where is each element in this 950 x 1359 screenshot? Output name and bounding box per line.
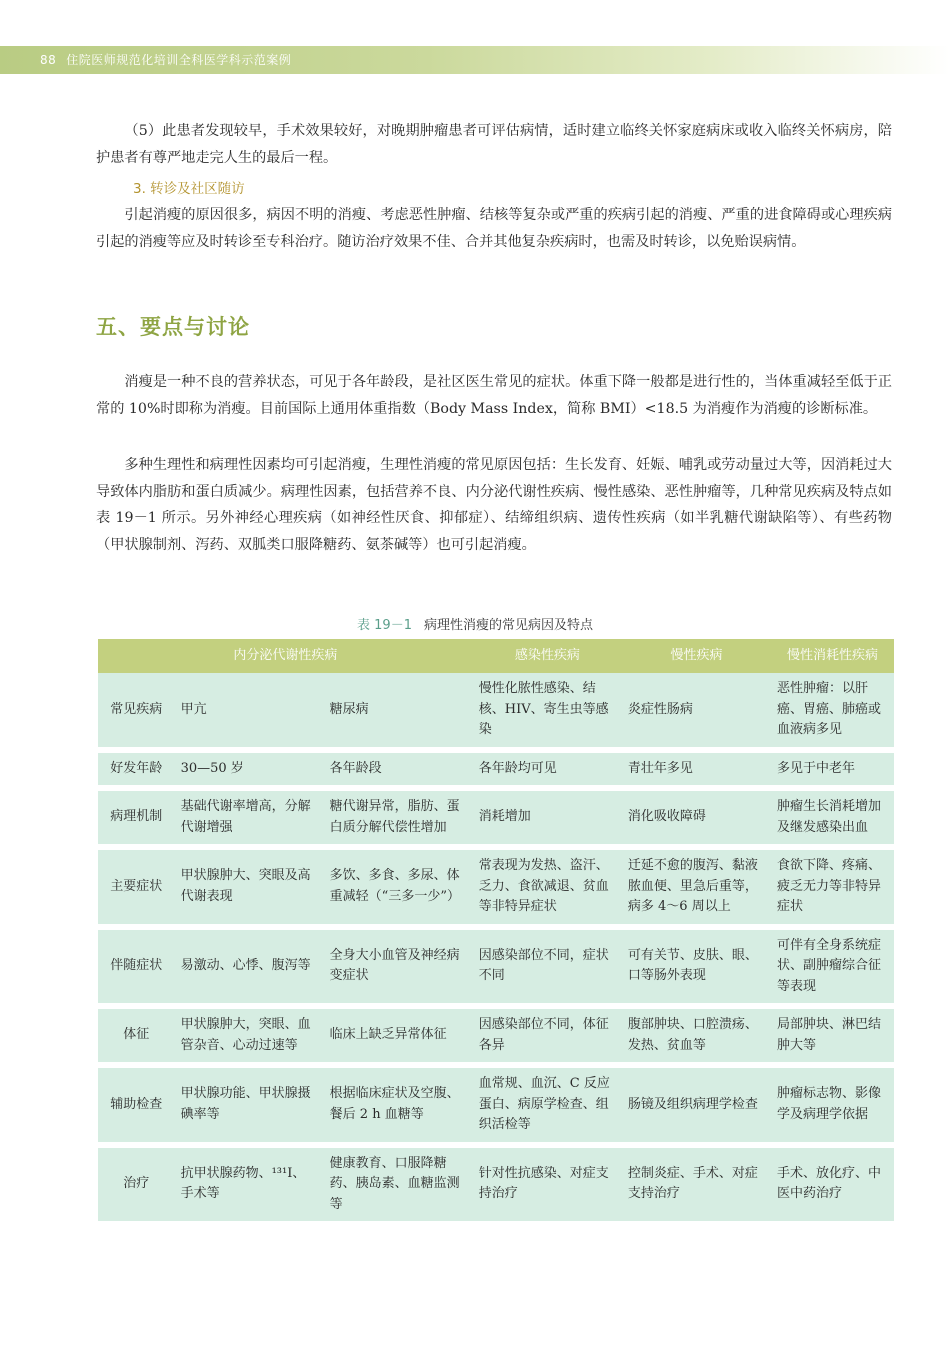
page-number: 88 [40, 53, 57, 67]
table-cell: 青壮年多见 [622, 753, 771, 792]
table-row [98, 791, 894, 850]
table-cell: 肿瘤标志物、影像学及病理学依据 [771, 1068, 894, 1148]
row-label: 伴随症状 [98, 930, 175, 1010]
table-row [98, 1009, 894, 1068]
row-label: 病理机制 [98, 791, 175, 850]
header-wasting: 慢性消耗性疾病 [771, 639, 894, 673]
table-cell: 消化吸收障碍 [622, 791, 771, 850]
table-cell: 食欲下降、疼痛、疲乏无力等非特异症状 [771, 850, 894, 930]
row-label: 辅助检查 [98, 1068, 175, 1148]
paragraph-item-5: （5）此患者发现较早，手术效果较好，对晚期肿瘤患者可评估病情，适时建立临终关怀家庭病床或收入临终关怀病房，陪护患者有尊严地走完人生的最后一程。 [96, 123, 892, 166]
table-cell: 局部肿块、淋巴结肿大等 [771, 1009, 894, 1068]
table-row [98, 1068, 894, 1148]
table-cell: 多见于中老年 [771, 753, 894, 792]
table-cell: 消耗增加 [473, 791, 622, 850]
header-endocrine: 内分泌代谢性疾病 [98, 639, 473, 673]
table-row [98, 1148, 894, 1228]
table-cell: 临床上缺乏异常体征 [324, 1009, 473, 1068]
paragraph-referral: 引起消瘦的原因很多，病因不明的消瘦、考虑恶性肿瘤、结核等复杂或严重的疾病引起的消瘦、严重的进食障碍或心理疾病引起的消瘦等应及时转诊至专科治疗。随访治疗效果不佳、合并其他复杂疾病时，也需及时转诊，以免贻误病情。 [96, 207, 892, 250]
table-cell: 甲状腺功能、甲状腺摄碘率等 [175, 1068, 324, 1148]
table-cell: 甲状腺肿大，突眼、血管杂音、心动过速等 [175, 1009, 324, 1068]
table-cell: 肿瘤生长消耗增加及继发感染出血 [771, 791, 894, 850]
table-cell: 肠镜及组织病理学检查 [622, 1068, 771, 1148]
table-cell: 恶性肿瘤：以肝癌、胃癌、肺癌或血液病多见 [771, 673, 894, 753]
table-cell: 易激动、心悸、腹泻等 [175, 930, 324, 1010]
table-cell: 全身大小血管及神经病变症状 [324, 930, 473, 1010]
subheading-referral: 3. 转诊及社区随访 [133, 181, 245, 197]
running-header [40, 51, 291, 68]
table-cell: 迁延不愈的腹泻、黏液脓血便、里急后重等，病多 4～6 周以上 [622, 850, 771, 930]
disease-table [98, 639, 894, 1227]
header-infection: 感染性疾病 [473, 639, 622, 673]
table-header-row [98, 639, 894, 673]
table-row [98, 930, 894, 1010]
row-label: 体征 [98, 1009, 175, 1068]
table-cell: 多饮、多食、多尿、体重减轻（“三多一少”） [324, 850, 473, 930]
table-cell: 可伴有全身系统症状、副肿瘤综合征等表现 [771, 930, 894, 1010]
table-cell: 常表现为发热、盗汗、乏力、食欲减退、贫血等非特异症状 [473, 850, 622, 930]
table-cell: 根据临床症状及空腹、餐后 2 h 血糖等 [324, 1068, 473, 1148]
row-label: 治疗 [98, 1148, 175, 1228]
table-row [98, 753, 894, 792]
table-cell: 健康教育、口服降糖药、胰岛素、血糖监测等 [324, 1148, 473, 1228]
table-cell: 30—50 岁 [175, 753, 324, 792]
table-cell: 控制炎症、手术、对症支持治疗 [622, 1148, 771, 1228]
table-cell: 各年龄段 [324, 753, 473, 792]
table-cell: 甲状腺肿大、突眼及高代谢表现 [175, 850, 324, 930]
table-caption [0, 614, 950, 633]
table-row [98, 850, 894, 930]
table-cell: 基础代谢率增高，分解代谢增强 [175, 791, 324, 850]
table-row [98, 673, 894, 753]
table-cell: 炎症性肠病 [622, 673, 771, 753]
table-cell: 可有关节、皮肤、眼、口等肠外表现 [622, 930, 771, 1010]
table-cell: 慢性化脓性感染、结核、HIV、寄生虫等感染 [473, 673, 622, 753]
table-cell: 糖代谢异常，脂肪、蛋白质分解代偿性增加 [324, 791, 473, 850]
section-title: 五、要点与讨论 [96, 314, 250, 339]
table-cell: 各年龄均可见 [473, 753, 622, 792]
table-cell: 因感染部位不同，体征各异 [473, 1009, 622, 1068]
table-cell: 抗甲状腺药物、¹³¹I、手术等 [175, 1148, 324, 1228]
table-caption-title: 病理性消瘦的常见病因及特点 [423, 618, 593, 633]
table-caption-number: 表 19－1 [357, 618, 412, 633]
table-cell: 血常规、血沉、C 反应蛋白、病原学检查、组织活检等 [473, 1068, 622, 1148]
table-cell: 针对性抗感染、对症支持治疗 [473, 1148, 622, 1228]
paragraph-definition: 消瘦是一种不良的营养状态，可见于各年龄段，是社区医生常见的症状。体重下降一般都是进行性的，当体重减轻至低于正常的 10%时即称为消瘦。目前国际上通用体重指数（Body Mass Index，简称 BMI）<18.5 为消瘦作为消瘦的诊断标准。 [96, 374, 892, 417]
header-chronic: 慢性疾病 [622, 639, 771, 673]
table-cell: 腹部肿块、口腔溃疡、发热、贫血等 [622, 1009, 771, 1068]
row-label: 常见疾病 [98, 673, 175, 753]
table-cell: 手术、放化疗、中医中药治疗 [771, 1148, 894, 1228]
row-label: 主要症状 [98, 850, 175, 930]
book-title: 住院医师规范化培训全科医学科示范案例 [66, 53, 292, 67]
table-cell: 因感染部位不同，症状不同 [473, 930, 622, 1010]
table-cell: 甲亢 [175, 673, 324, 753]
table-cell: 糖尿病 [324, 673, 473, 753]
paragraph-causes: 多种生理性和病理性因素均可引起消瘦，生理性消瘦的常见原因包括：生长发育、妊娠、哺乳或劳动量过大等，因消耗过大导致体内脂肪和蛋白质减少。病理性因素，包括营养不良、内分泌代谢性疾病、慢性感染、恶性肿瘤等，几种常见疾病及特点如表 19－1 所示。另外神经心理疾病（如神经性厌食、抑郁症）、结缔组织病、遗传性疾病（如半乳糖代谢缺陷等）、有些药物（甲状腺制剂、泻药、双胍类口服降糖药、氨茶碱等）也可引起消瘦。 [96, 457, 892, 553]
row-label: 好发年龄 [98, 753, 175, 792]
